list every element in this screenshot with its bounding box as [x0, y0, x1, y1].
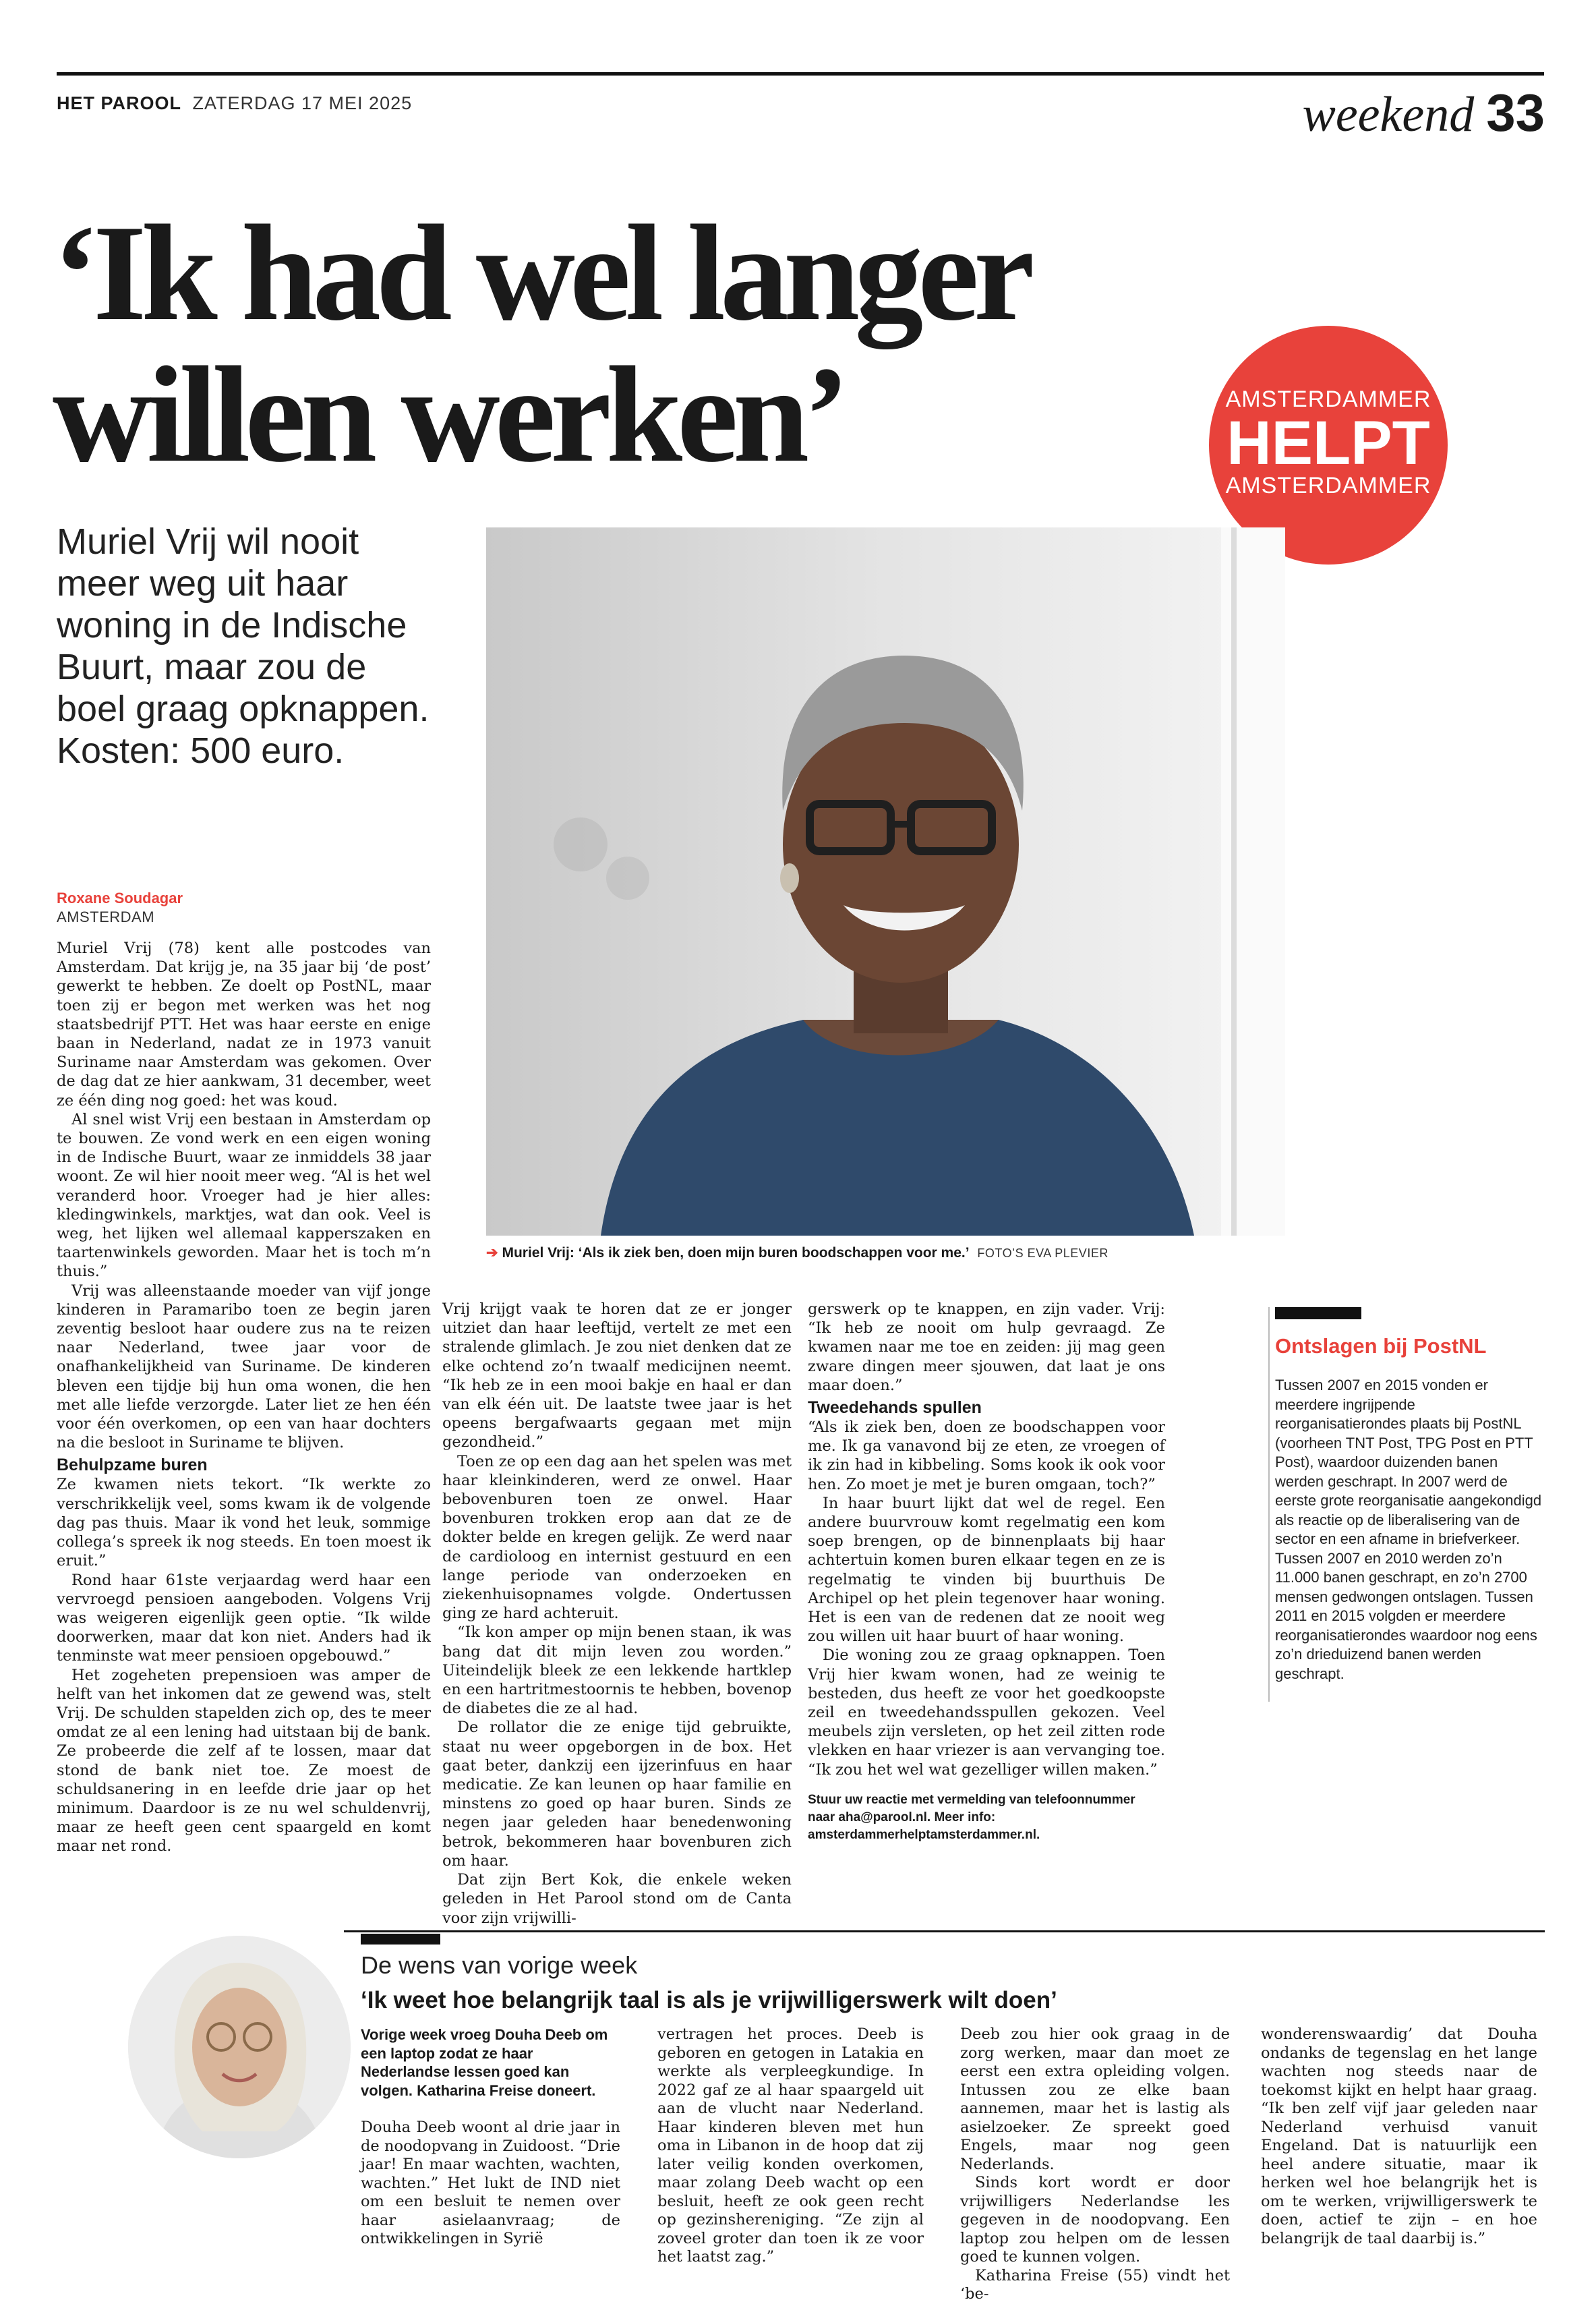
subheading: Behulpzame buren: [57, 1456, 208, 1475]
sidebar-text: Tussen 2007 en 2015 vonden er meerdere ingrijpende reorganisatierondes plaats bij PostNL (voorheen TNT Post, TPG Post en PTT Post), waardoor duizenden banen werden geschrapt. In 2007 werd de eerste grote reorganisatie aangekondigd als reactie op de liberalisering van de sector en een afname in briefverkeer. Tussen 2007 en 2010 werden zo’n 11.000 banen geschrapt, en zo’n 2700 mensen gedwongen ontslagen. Tussen 2011 en 2015 volgden er meerdere reorganisatierondes waardoor nog eens zo’n drieduizend banen werden geschrapt.: [1275, 1377, 1542, 1682]
bottom-section-bar: [361, 1934, 440, 1945]
article-column-1: [57, 939, 431, 1856]
paragraph: Deeb zou hier ook graag in de zorg werken, maar dan moet ze eerst een extra opleiding volgen. Intussen zou ze elke baan aannemen, maar het is lastig als asielzoeker. Ze spreekt goed Engels, maar nog geen Nederlands.: [960, 2025, 1230, 2173]
article-column-2: [442, 1300, 792, 1928]
paragraph: Die woning zou ze graag opknappen. Toen Vrij hier kwam wonen, had ze weinig te besteden, dus heeft ze voor het goedkoopste zeil en tweedehandsspullen gekozen. Veel meubels zijn versleten, op het zeil zitten rode vlekken en haar vriezer is aan vervanging toe. “Ik zou het wel wat gezelliger willen maken.”: [808, 1646, 1165, 1779]
photo-credit: FOTO’S EVA PLEVIER: [977, 1246, 1109, 1260]
paragraph: gerswerk op te knappen, en zijn vader. Vrij: “Ik heb ze nooit om hulp gevraagd. Ze kwamen naar me toe en zeiden: jij mag geen zware dingen meer sjouwen, dat laat je ons maar doen.”: [808, 1300, 1165, 1394]
bottom-kicker: De wens van vorige week: [361, 1951, 638, 1979]
top-rule: [57, 72, 1544, 76]
paragraph: De rollator die ze enige tijd gebruikte, staat nu weer opgeborgen in de box. Het gaat beter, dankzij een ijzerinfuus en haar medicatie. Ze kan leunen op haar familie en minstens zo goed op haar buren. Sinds ze negen jaar geleden haar benedenwoning betrok, bekommeren haar bovenburen zich om haar.: [442, 1719, 792, 1870]
paragraph: Katharina Freise (55) vindt het ‘be-: [960, 2266, 1230, 2303]
paragraph: Al snel wist Vrij een bestaan in Amsterdam op te bouwen. Ze vond werk en een eigen woning in de Indische Buurt, waar ze inmiddels 38 jaar woont. Ze wil hier nooit meer weg. “Al is het wel veranderd hoor. Vroeger had je hier alles: kledingwinkels, marktjes, wat dan ook. Veel is weg, het lijken wel allemaal kapperszaken en taartenwinkels geworden. Maar het is toch m’n thuis.”: [57, 1110, 431, 1281]
paragraph: Douha Deeb woont al drie jaar in de noodopvang in Zuidoost. “Drie jaar! En maar wachten, wachten, wachten.” Het lukt de IND niet om een besluit te nemen over haar asielaanvraag; de ontwikkelingen in Syrië: [361, 2119, 620, 2247]
badge-top: AMSTERDAMMER: [1225, 386, 1431, 412]
headline-line-2: willen werken’: [53, 339, 845, 491]
paragraph: Sinds kort wordt er door vrijwilligers Nederlandse les gegeven in de noodopvang. Een laptop zou helpen om de lessen goed te kunnen volgen.: [960, 2174, 1230, 2266]
paragraph: Toen ze op een dag aan het spelen was met haar kleinkinderen, werd ze onwel. Haar bebovenburen toen ze onwel. Haar bovenburen trokken erop aan dat ze de dokter belde en kregen gelijk. Ze werd naar de cardioloog en internist gestuurd en een lange periode van onderzoeken en ziekenhuisopnames volgde. Ondertussen ging ze hard achteruit.: [442, 1452, 792, 1623]
paragraph: Vrij krijgt vaak te horen dat ze er jonger uitziet dan haar leeftijd, vertelt ze met een stralende glimlach. Je zou niet denken dat ze elke ochtend zo’n twaalf medicijnen neemt. “Ik heb ze in een mooi bakje en haal er dan van elk één uit. De laatste twee jaar is het opeens bergafwaarts gegaan met mijn gezondheid.”: [442, 1300, 792, 1451]
portrait-illustration: [486, 527, 1285, 1236]
bottom-column-4: [1261, 2025, 1537, 2248]
sidebar-divider: [1268, 1307, 1270, 1702]
bottom-section-rule: [344, 1930, 1545, 1932]
photo-caption: [486, 1244, 1295, 1261]
headline-line-1: ‘Ik had wel langer: [53, 197, 1030, 349]
bottom-column-2: [657, 2025, 924, 2267]
subheading: Tweedehands spullen: [808, 1398, 982, 1418]
portrait-illustration: [128, 1936, 351, 2158]
paragraph: vertragen het proces. Deeb is geboren en getogen in Latakia en werkte als verpleegkundige. In 2022 gaf ze al haar spaargeld uit aan de vlucht naar Nederland. Haar kinderen bleven met hun oma in Libanon in de hoop dat zij later veilig konden overkomen, maar zolang Deeb wacht op een besluit, heeft ze ook geen recht op gezinshereniging. “Ze zijn al zoveel groter dan toen ik ze voor het laatst zag.”: [657, 2025, 924, 2266]
katharina-portrait: [128, 1936, 351, 2158]
paragraph: Ze kwamen niets tekort. “Ik werkte zo verschrikkelijk veel, soms kwam ik de volgende dag pas thuis. Maar ik vond het leuk, sommige collega’s spreek ik nog steeds. En toen moest ik eruit.”: [57, 1476, 431, 1570]
paragraph: Vrij was alleenstaande moeder van vijf jonge kinderen in Paramaribo toen ze begin jaren zeventig besloot haar oudere zus na te reizen naar Nederland, twee jaar voor de onafhankelijkheid van Suriname. De kinderen bleven een tijdje bij hun oma wonen, die hen met alle liefde verzorgde. Later liet ze hen één voor één overkomen, op een van haar dochters na die besloot in Suriname te blijven.: [57, 1281, 431, 1452]
section-name: weekend: [1302, 87, 1475, 142]
paragraph: “Ik kon amper op mijn benen staan, ik was bang dat dit mijn leven zou worden.” Uiteindelijk bleek ze een lekkende hartklep en een hartritmestoornis te hebben, bovenop de diabetes die ze al had.: [442, 1623, 792, 1718]
paragraph: “Als ik ziek ben, doen ze boodschappen voor me. Ik ga vanavond bij ze eten, ze vroegen of ik zin had in kibbeling. Soms kook ik ook voor hen. Zo moet je met je buren omgaan, toch?”: [808, 1418, 1165, 1493]
bottom-column-3: [960, 2025, 1230, 2304]
byline: [57, 889, 183, 927]
response-note: Stuur uw reactie met vermelding van telefoonnummer naar aha@parool.nl. Meer info: amsterdammerhelptamsterdammer.nl.: [808, 1792, 1135, 1842]
bottom-lead: Vorige week vroeg Douha Deeb om een laptop zodat ze haar Nederlandse lessen goed kan volgen. Katharina Freise doneert.: [361, 2026, 608, 2099]
issue-date: ZATERDAG 17 MEI 2025: [192, 93, 413, 113]
headline: [53, 197, 1239, 491]
badge-middle: HELPT: [1226, 409, 1430, 478]
author-name: Roxane Soudagar: [57, 890, 183, 906]
masthead: [57, 93, 412, 114]
article-column-3: [808, 1300, 1165, 1844]
intro-text: Muriel Vrij wil nooit meer weg uit haar woning in de Indische Buurt, maar zou de boel graag opknappen. Kosten: 500 euro.: [57, 521, 430, 771]
sidebar-title: Ontslagen bij PostNL: [1275, 1334, 1487, 1358]
paper-name: HET PAROOL: [57, 93, 181, 113]
dateline-place: AMSTERDAM: [57, 909, 155, 925]
paragraph: Het zogeheten prepensioen was amper de helft van het inkomen dat ze gewend was, stelt Vrij. De schulden stapelden zich op, des te meer omdat ze al een lening had uitstaan bij de bank. Ze probeerde die zelf af te lossen, maar dat stond de bank niet toe. Ze moest de schuldsanering in en leefde drie jaar op het minimum. Daardoor is ze nu wel schuldenvrij, maar ze heeft geen cent spaargeld en komt maar net rond.: [57, 1666, 431, 1855]
caption-text: Muriel Vrij: ‘Als ik ziek ben, doen mijn buren boodschappen voor me.’: [502, 1245, 970, 1261]
portrait-photo: [486, 527, 1285, 1236]
paragraph: wonderenswaardig’ dat Douha ondanks de tegenslag en het lange wachten nog steeds naar de toekomst kijkt en helpt haar graag. “Ik ben zelf vijf jaar geleden naar Nederland verhuisd vanuit Engeland. Dat is natuurlijk een heel andere situatie, maar ik herken wel hoe belangrijk het is om te werken, vrijwilligerswerk te doen, actief te zijn – en hoe belangrijk de taal daarbij is.”: [1261, 2025, 1537, 2247]
paragraph: Rond haar 61ste verjaardag werd haar een vervroegd pensioen aangeboden. Volgens Vrij was weigeren eigenlijk geen optie. “Ik wilde doorwerken, maar dat kon niet. Anders had ik tenminste wat meer pensioen opgebouwd.”: [57, 1571, 431, 1665]
bottom-quote: ‘Ik weet hoe belangrijk taal is als je vrijwilligerswerk wilt doen’: [361, 1987, 1057, 2013]
badge-bottom: AMSTERDAMMER: [1225, 473, 1431, 498]
paragraph: Dat zijn Bert Kok, die enkele weken geleden in Het Parool stond om de Canta voor zijn vrijwilli-: [442, 1871, 792, 1927]
paragraph: In haar buurt lijkt dat wel de regel. Een andere buurvrouw komt regelmatig een kom soep brengen, op de binnenplaats bij haar achtertuin komen buren elkaar tegen en ze is regelmatig te vinden bij buurthuis De Archipel op het plein tegenover haar woning. Het is een van de redenen dat ze nooit weg zou willen uit haar buurt of haar woning.: [808, 1494, 1165, 1646]
bottom-column-1: [361, 2025, 620, 2249]
caption-arrow-icon: ➔: [486, 1245, 498, 1261]
paragraph: Muriel Vrij (78) kent alle postcodes van Amsterdam. Dat krijg je, na 35 jaar bij ‘de post’ gewerkt te hebben. Ze doelt op PostNL, maar toen zij er begon met werken was het nog staatsbedrijf PTT. Het was haar eerste en enige baan in Nederland, nadat ze in 1973 vanuit Suriname naar Amsterdam was gekomen. Over de dag dat ze hier aankwam, 31 december, weet ze één ding nog goed: het was koud.: [57, 940, 431, 1110]
sidebar-box: [1268, 1307, 1545, 1683]
sidebar-bar: [1275, 1307, 1361, 1319]
section-label: [1302, 82, 1545, 144]
page-number: 33: [1486, 83, 1545, 142]
